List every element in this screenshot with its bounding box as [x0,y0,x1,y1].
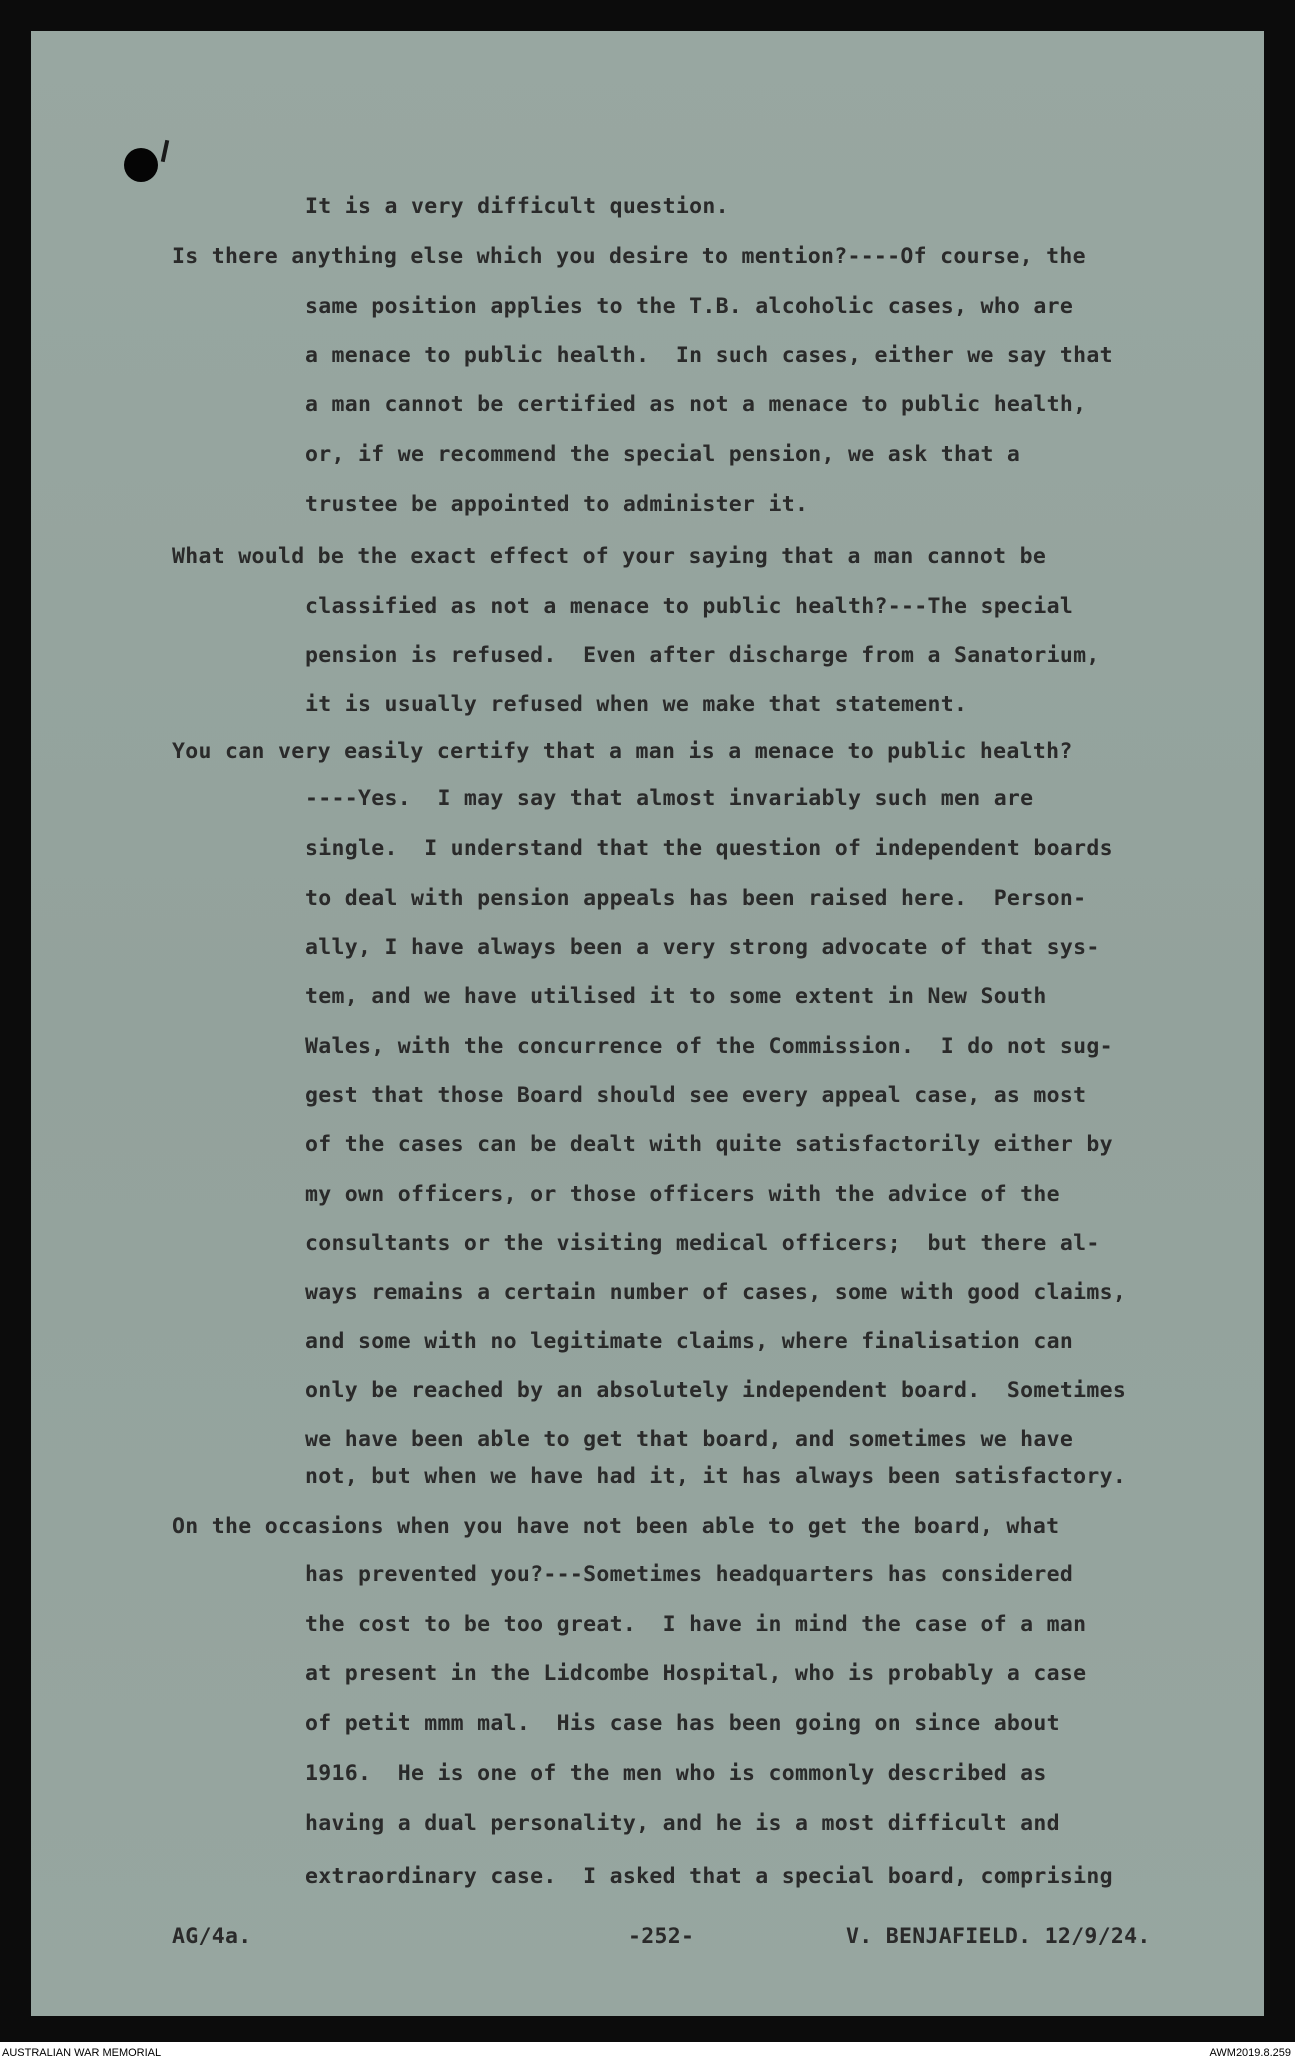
text-line-33: 1916. He is one of the men who is commonly described as [305,1761,1047,1786]
text-line-16: ally, I have always been a very strong advocate of that sys- [305,935,1100,960]
footer-reference: AG/4a. [172,1924,252,1949]
text-line-32: of petit mmm mal. His case has been going on since about [305,1711,1060,1736]
text-line-27: not, but when we have had it, it has always been satisfactory. [305,1464,1127,1489]
text-line-20: of the cases can be dealt with quite satisfactorily either by [305,1132,1113,1157]
text-line-21: my own officers, or those officers with the advice of the [305,1182,1060,1207]
text-line-24: and some with no legitimate claims, where finalisation can [305,1329,1074,1354]
text-line-2: Is there anything else which you desire to mention?----Of course, the [172,244,1086,269]
text-line-12: You can very easily certify that a man is a menace to public health? [172,739,1073,764]
text-line-8: What would be the exact effect of your saying that a man cannot be [172,544,1047,569]
text-line-13: ----Yes. I may say that almost invariably such men are [305,786,1034,811]
text-line-9: classified as not a menace to public health?---The special [305,594,1074,619]
text-line-22: consultants or the visiting medical officers; but there al- [305,1231,1100,1256]
punch-hole [124,148,158,182]
text-line-18: Wales, with the concurrence of the Commission. I do not sug- [305,1034,1113,1059]
text-line-19: gest that those Board should see every appeal case, as most [305,1083,1087,1108]
text-line-14: single. I understand that the question of independent boards [305,836,1113,861]
text-line-29: has prevented you?---Sometimes headquarters has considered [305,1562,1074,1587]
text-line-5: a man cannot be certified as not a menace to public health, [305,392,1087,417]
archive-institution: AUSTRALIAN WAR MEMORIAL [2,2047,162,2059]
text-line-23: ways remains a certain number of cases, some with good claims, [305,1280,1127,1305]
text-line-4: a menace to public health. In such cases, either we say that [305,343,1113,368]
text-line-11: it is usually refused when we make that statement. [305,692,968,717]
text-line-7: trustee be appointed to administer it. [305,492,809,517]
text-line-28: On the occasions when you have not been able to get the board, what [172,1514,1060,1539]
text-line-6: or, if we recommend the special pension, we ask that a [305,442,1021,467]
text-line-17: tem, and we have utilised it to some extent in New South [305,984,1047,1009]
text-line-1: It is a very difficult question. [305,194,729,219]
text-line-35: extraordinary case. I asked that a special board, comprising [305,1864,1113,1889]
text-line-31: at present in the Lidcombe Hospital, who is probably a case [305,1661,1087,1686]
text-line-10: pension is refused. Even after discharge from a Sanatorium, [305,643,1100,668]
archive-item-id: AWM2019.8.259 [1209,2047,1291,2059]
text-line-26: we have been able to get that board, and sometimes we have [305,1427,1074,1452]
page-number: -252- [628,1924,695,1949]
text-line-25: only be reached by an absolutely independent board. Sometimes [305,1378,1127,1403]
text-line-15: to deal with pension appeals has been raised here. Person- [305,886,1087,911]
witness-date: V. BENJAFIELD. 12/9/24. [846,1924,1151,1949]
text-line-34: having a dual personality, and he is a most difficult and [305,1811,1060,1836]
text-line-30: the cost to be too great. I have in mind the case of a man [305,1612,1087,1637]
text-line-3: same position applies to the T.B. alcoholic cases, who are [305,294,1074,319]
